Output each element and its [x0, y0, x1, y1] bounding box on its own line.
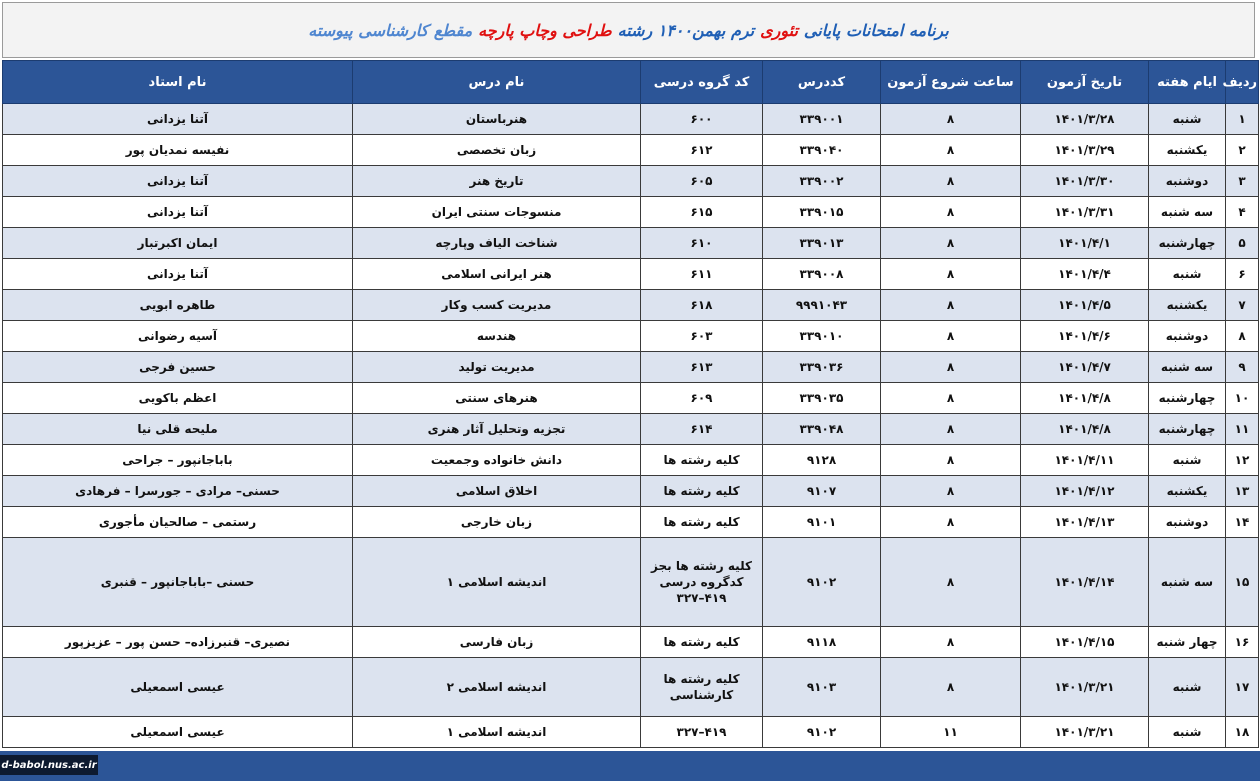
row-number-cell: ۱۴	[1226, 507, 1259, 538]
title-part-3: ترم بهمن۱۴۰۰ رشته	[617, 20, 755, 40]
course-code-cell: ۳۳۹۰۰۸	[763, 259, 881, 290]
instructor-cell: ملیحه قلی نیا	[3, 414, 353, 445]
group-code-cell: ۶۰۹	[641, 383, 763, 414]
course-code-cell: ۳۳۹۰۴۰	[763, 135, 881, 166]
course-code-cell: ۳۳۹۰۱۳	[763, 228, 881, 259]
instructor-cell: آتنا یزدانی	[3, 259, 353, 290]
start-time-cell: ۸	[881, 228, 1021, 259]
exam-date-cell: ۱۴۰۱/۴/۱۴	[1021, 538, 1149, 627]
table-row	[3, 538, 1259, 627]
course-name-cell: هنر ایرانی اسلامی	[353, 259, 641, 290]
course-name-cell: دانش خانواده وجمعیت	[353, 445, 641, 476]
course-code-cell: ۹۱۱۸	[763, 627, 881, 658]
exam-date-cell: ۱۴۰۱/۳/۲۱	[1021, 658, 1149, 717]
exam-schedule-table	[2, 60, 1259, 748]
table-row	[3, 166, 1259, 197]
course-name-cell: هنرهای سنتی	[353, 383, 641, 414]
weekday-cell: سه شنبه	[1149, 197, 1226, 228]
row-number-cell: ۱۷	[1226, 658, 1259, 717]
start-time-cell: ۸	[881, 290, 1021, 321]
row-number-cell: ۱۳	[1226, 476, 1259, 507]
instructor-cell: نصیری– قنبرزاده– حسن پور – عزیزپور	[3, 627, 353, 658]
instructor-cell: ایمان اکبرتبار	[3, 228, 353, 259]
exam-date-cell: ۱۴۰۱/۳/۳۰	[1021, 166, 1149, 197]
header-row-no: ردیف	[1226, 61, 1259, 104]
table-row	[3, 290, 1259, 321]
table-row	[3, 135, 1259, 166]
instructor-cell: آتنا یزدانی	[3, 166, 353, 197]
title-part-1: برنامه امتحانات پایانی	[803, 20, 949, 40]
group-code-cell: ۶۰۵	[641, 166, 763, 197]
weekday-cell: چهارشنبه	[1149, 414, 1226, 445]
start-time-cell: ۸	[881, 321, 1021, 352]
course-name-cell: اندیشه اسلامی ۱	[353, 717, 641, 748]
course-code-cell: ۳۳۹۰۳۵	[763, 383, 881, 414]
start-time-cell: ۸	[881, 166, 1021, 197]
exam-date-cell: ۱۴۰۱/۴/۸	[1021, 383, 1149, 414]
weekday-cell: دوشنبه	[1149, 321, 1226, 352]
course-code-cell: ۹۱۰۷	[763, 476, 881, 507]
table-row	[3, 352, 1259, 383]
instructor-cell: طاهره ابویی	[3, 290, 353, 321]
table-row	[3, 228, 1259, 259]
weekday-cell: یکشنبه	[1149, 135, 1226, 166]
header-course-code: کددرس	[763, 61, 881, 104]
course-code-cell: ۳۳۹۰۰۲	[763, 166, 881, 197]
course-name-cell: زبان خارجی	[353, 507, 641, 538]
group-code-cell: ۶۱۲	[641, 135, 763, 166]
group-code-cell: کلیه رشته ها کارشناسی	[641, 658, 763, 717]
instructor-cell: حسین فرجی	[3, 352, 353, 383]
group-code-cell: کلیه رشته ها	[641, 445, 763, 476]
group-code-cell: ۶۱۴	[641, 414, 763, 445]
exam-date-cell: ۱۴۰۱/۴/۱۵	[1021, 627, 1149, 658]
group-code-cell: ۶۱۰	[641, 228, 763, 259]
exam-date-cell: ۱۴۰۱/۴/۸	[1021, 414, 1149, 445]
course-name-cell: مدیریت تولید	[353, 352, 641, 383]
weekday-cell: شنبه	[1149, 104, 1226, 135]
table-row	[3, 104, 1259, 135]
table-row	[3, 414, 1259, 445]
start-time-cell: ۸	[881, 135, 1021, 166]
table-header-row	[3, 61, 1259, 104]
course-code-cell: ۳۳۹۰۳۶	[763, 352, 881, 383]
instructor-cell: حسنی– مرادی – جورسرا – فرهادی	[3, 476, 353, 507]
course-code-cell: ۹۹۹۱۰۴۳	[763, 290, 881, 321]
start-time-cell: ۸	[881, 197, 1021, 228]
table-row	[3, 717, 1259, 748]
start-time-cell: ۸	[881, 104, 1021, 135]
row-number-cell: ۶	[1226, 259, 1259, 290]
start-time-cell: ۸	[881, 352, 1021, 383]
row-number-cell: ۱۰	[1226, 383, 1259, 414]
exam-date-cell: ۱۴۰۱/۴/۴	[1021, 259, 1149, 290]
start-time-cell: ۸	[881, 414, 1021, 445]
start-time-cell: ۸	[881, 538, 1021, 627]
course-name-cell: تاریخ هنر	[353, 166, 641, 197]
group-code-cell: ۴۱۹–۳۲۷	[641, 717, 763, 748]
exam-date-cell: ۱۴۰۱/۳/۲۱	[1021, 717, 1149, 748]
row-number-cell: ۹	[1226, 352, 1259, 383]
title-part-5: مقطع کارشناسی پیوسته	[308, 20, 473, 40]
header-group-code: کد گروه درسی	[641, 61, 763, 104]
instructor-cell: باباجانپور – جراحی	[3, 445, 353, 476]
start-time-cell: ۸	[881, 445, 1021, 476]
course-code-cell: ۹۱۲۸	[763, 445, 881, 476]
weekday-cell: چهارشنبه	[1149, 383, 1226, 414]
course-name-cell: اندیشه اسلامی ۱	[353, 538, 641, 627]
page-title	[2, 2, 1255, 58]
exam-date-cell: ۱۴۰۱/۴/۷	[1021, 352, 1149, 383]
instructor-cell: اعظم باکویی	[3, 383, 353, 414]
footer-bar	[0, 751, 1260, 781]
weekday-cell: شنبه	[1149, 445, 1226, 476]
header-start-time: ساعت شروع آزمون	[881, 61, 1021, 104]
weekday-cell: شنبه	[1149, 717, 1226, 748]
course-code-cell: ۹۱۰۳	[763, 658, 881, 717]
table-row	[3, 507, 1259, 538]
weekday-cell: سه شنبه	[1149, 538, 1226, 627]
weekday-cell: شنبه	[1149, 259, 1226, 290]
start-time-cell: ۸	[881, 627, 1021, 658]
group-code-cell: کلیه رشته ها	[641, 627, 763, 658]
start-time-cell: ۱۱	[881, 717, 1021, 748]
exam-date-cell: ۱۴۰۱/۴/۶	[1021, 321, 1149, 352]
course-code-cell: ۹۱۰۲	[763, 717, 881, 748]
weekday-cell: سه شنبه	[1149, 352, 1226, 383]
group-code-cell: ۶۰۰	[641, 104, 763, 135]
course-name-cell: هندسه	[353, 321, 641, 352]
exam-date-cell: ۱۴۰۱/۴/۵	[1021, 290, 1149, 321]
instructor-cell: آسیه رضوانی	[3, 321, 353, 352]
group-code-cell: ۶۱۱	[641, 259, 763, 290]
row-number-cell: ۳	[1226, 166, 1259, 197]
title-part-4: طراحی وچاپ پارچه	[478, 20, 612, 40]
exam-date-cell: ۱۴۰۱/۳/۲۸	[1021, 104, 1149, 135]
weekday-cell: یکشنبه	[1149, 290, 1226, 321]
course-name-cell: شناخت الیاف وپارچه	[353, 228, 641, 259]
course-code-cell: ۹۱۰۲	[763, 538, 881, 627]
weekday-cell: دوشنبه	[1149, 507, 1226, 538]
row-number-cell: ۱۸	[1226, 717, 1259, 748]
table-row	[3, 658, 1259, 717]
row-number-cell: ۷	[1226, 290, 1259, 321]
group-code-cell: ۶۱۸	[641, 290, 763, 321]
course-name-cell: تجزیه وتحلیل آثار هنری	[353, 414, 641, 445]
course-code-cell: ۳۳۹۰۱۰	[763, 321, 881, 352]
start-time-cell: ۸	[881, 476, 1021, 507]
group-code-cell: کلیه رشته ها	[641, 476, 763, 507]
weekday-cell: چهارشنبه	[1149, 228, 1226, 259]
course-code-cell: ۹۱۰۱	[763, 507, 881, 538]
row-number-cell: ۵	[1226, 228, 1259, 259]
exam-date-cell: ۱۴۰۱/۳/۳۱	[1021, 197, 1149, 228]
title-part-2: تئوری	[760, 20, 798, 40]
course-name-cell: اندیشه اسلامی ۲	[353, 658, 641, 717]
course-code-cell: ۳۳۹۰۱۵	[763, 197, 881, 228]
exam-date-cell: ۱۴۰۱/۴/۱۱	[1021, 445, 1149, 476]
group-code-cell: کلیه رشته ها بجز کدگروه درسی ۴۱۹–۳۲۷	[641, 538, 763, 627]
weekday-cell: دوشنبه	[1149, 166, 1226, 197]
instructor-cell: رستمی – صالحیان مأجوری	[3, 507, 353, 538]
group-code-cell: ۶۱۵	[641, 197, 763, 228]
row-number-cell: ۱۱	[1226, 414, 1259, 445]
table-row	[3, 383, 1259, 414]
instructor-cell: حسنی –باباجانپور – قنبری	[3, 538, 353, 627]
footer-site-label: d-babol.nus.ac.ir	[0, 755, 98, 775]
instructor-cell: آتنا یزدانی	[3, 197, 353, 228]
group-code-cell: کلیه رشته ها	[641, 507, 763, 538]
exam-date-cell: ۱۴۰۱/۴/۱۲	[1021, 476, 1149, 507]
course-name-cell: هنرباستان	[353, 104, 641, 135]
course-code-cell: ۳۳۹۰۰۱	[763, 104, 881, 135]
exam-date-cell: ۱۴۰۱/۴/۱۳	[1021, 507, 1149, 538]
table-row	[3, 445, 1259, 476]
header-exam-date: تاریخ آزمون	[1021, 61, 1149, 104]
table-row	[3, 259, 1259, 290]
course-name-cell: منسوجات سنتی ایران	[353, 197, 641, 228]
header-instructor: نام استاد	[3, 61, 353, 104]
weekday-cell: چهار شنبه	[1149, 627, 1226, 658]
exam-date-cell: ۱۴۰۱/۳/۲۹	[1021, 135, 1149, 166]
course-name-cell: مدیریت کسب وکار	[353, 290, 641, 321]
table-row	[3, 627, 1259, 658]
group-code-cell: ۶۱۳	[641, 352, 763, 383]
row-number-cell: ۱۶	[1226, 627, 1259, 658]
instructor-cell: عیسی اسمعیلی	[3, 658, 353, 717]
start-time-cell: ۸	[881, 658, 1021, 717]
row-number-cell: ۸	[1226, 321, 1259, 352]
start-time-cell: ۸	[881, 507, 1021, 538]
header-weekday: ایام هفته	[1149, 61, 1226, 104]
group-code-cell: ۶۰۳	[641, 321, 763, 352]
instructor-cell: عیسی اسمعیلی	[3, 717, 353, 748]
row-number-cell: ۱	[1226, 104, 1259, 135]
weekday-cell: یکشنبه	[1149, 476, 1226, 507]
course-name-cell: زبان فارسی	[353, 627, 641, 658]
course-name-cell: زبان تخصصی	[353, 135, 641, 166]
row-number-cell: ۲	[1226, 135, 1259, 166]
start-time-cell: ۸	[881, 259, 1021, 290]
table-row	[3, 321, 1259, 352]
table-row	[3, 476, 1259, 507]
table-row	[3, 197, 1259, 228]
row-number-cell: ۴	[1226, 197, 1259, 228]
weekday-cell: شنبه	[1149, 658, 1226, 717]
course-name-cell: اخلاق اسلامی	[353, 476, 641, 507]
course-code-cell: ۳۳۹۰۴۸	[763, 414, 881, 445]
row-number-cell: ۱۵	[1226, 538, 1259, 627]
instructor-cell: نفیسه نمدیان پور	[3, 135, 353, 166]
start-time-cell: ۸	[881, 383, 1021, 414]
header-course-name: نام درس	[353, 61, 641, 104]
instructor-cell: آتنا یزدانی	[3, 104, 353, 135]
exam-date-cell: ۱۴۰۱/۴/۱	[1021, 228, 1149, 259]
row-number-cell: ۱۲	[1226, 445, 1259, 476]
